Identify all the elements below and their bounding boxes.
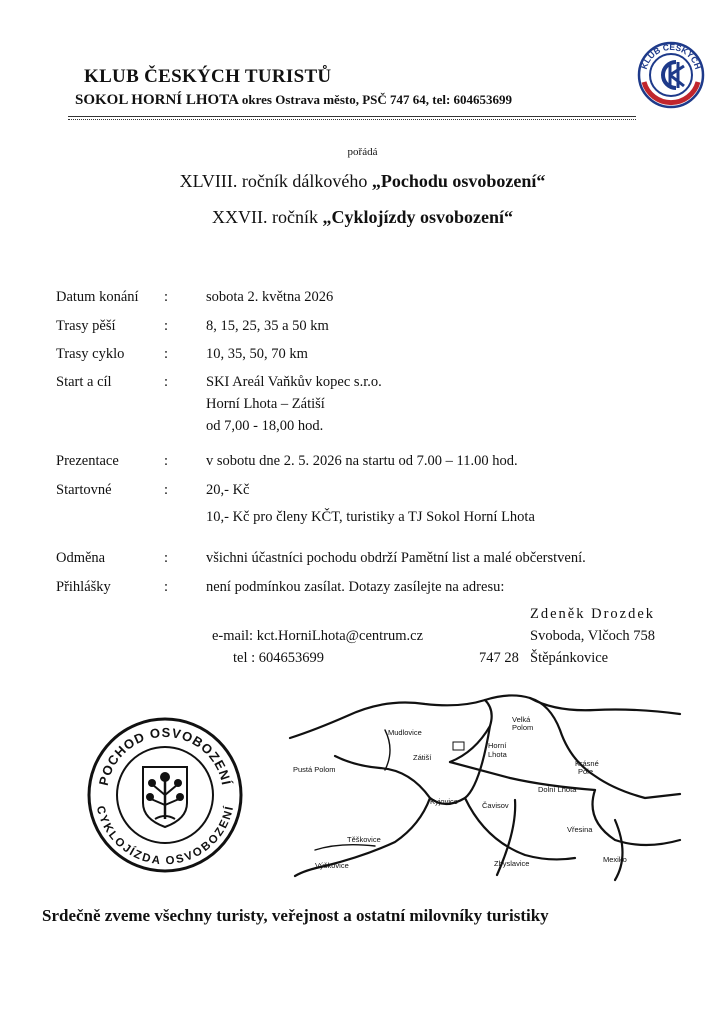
map-road — [593, 790, 681, 845]
event-line-1 — [0, 171, 725, 192]
colon: : — [163, 550, 169, 566]
map-place-pusta-polom: Pustá Polom — [293, 765, 336, 774]
pesi-label: Trasy pěší — [56, 318, 116, 334]
map-place-horni-lhota: Horní — [488, 741, 507, 750]
contact-city: Štěpánkovice — [530, 650, 609, 666]
colon: : — [163, 579, 169, 595]
start-label: Start a cíl — [56, 374, 112, 390]
datum-value: sobota 2. května 2026 — [206, 289, 334, 305]
header-rule — [68, 116, 636, 117]
map-road — [530, 698, 680, 714]
colon: : — [163, 289, 169, 305]
datum-label: Datum konání — [56, 289, 139, 305]
map-place-horni-lhota-2: Lhota — [488, 750, 507, 759]
prihlasky-value: není podmínkou zasílat. Dotazy zasílejte na adresu: — [206, 579, 505, 595]
kct-logo-icon — [636, 40, 706, 110]
colon: : — [163, 482, 169, 498]
cyklo-label: Trasy cyklo — [56, 346, 125, 362]
start-line-2: Horní Lhota – Zátiší — [206, 396, 325, 412]
cyklo-value: 10, 35, 50, 70 km — [206, 346, 308, 362]
event-line-2-prefix: XXVII. ročník — [212, 207, 323, 227]
logo-text: KLUB ČESKÝCH — [638, 41, 704, 71]
contact-email: e-mail: kct.HorniLhota@centrum.cz — [212, 628, 424, 644]
map-road — [615, 820, 623, 880]
prezentace-label: Prezentace — [56, 453, 119, 469]
colon: : — [163, 346, 169, 362]
map-place-zbyslavice: Zbyslavice — [494, 859, 530, 868]
contact-name: Zdeněk Drozdek — [530, 606, 656, 622]
org-name: SOKOL HORNÍ LHOTA — [75, 92, 239, 108]
header-rule-2 — [68, 119, 636, 120]
route-map — [285, 690, 690, 882]
event-line-2 — [0, 207, 725, 228]
porada-text: pořádá — [347, 146, 378, 158]
map-place-teskovice: Těškovice — [347, 835, 381, 844]
colon: : — [163, 318, 169, 334]
pesi-value: 8, 15, 25, 35 a 50 km — [206, 318, 329, 334]
map-place-krasne-pole-2: Pole — [578, 767, 594, 776]
stamp-bottom-text: CYKLOJÍZDA OSVOBOZENÍ — [93, 804, 237, 868]
event-stamp-icon — [85, 715, 245, 875]
map-road-minor — [315, 845, 375, 850]
map-place-cavisov: Čavisov — [482, 801, 509, 810]
start-line-3: od 7,00 - 18,00 hod. — [206, 418, 324, 434]
colon: : — [163, 374, 169, 390]
map-place-mexiko: Mexiko — [603, 855, 627, 864]
stamp-top-text: POCHOD OSVOBOZENÍ — [95, 724, 235, 787]
map-place-vyskovice: Výškovice — [315, 861, 349, 870]
startovne-label: Startovné — [56, 482, 112, 498]
map-place-velka-polom-2: Polom — [512, 723, 534, 732]
contact-tel: tel : 604653699 — [233, 650, 325, 666]
map-place-vresina: Vřesina — [567, 825, 593, 834]
map-road — [335, 726, 490, 804]
org-details: okres Ostrava město, PSČ 747 64, tel: 604653699 — [241, 92, 513, 107]
map-place-mudlovice: Mudlovice — [388, 728, 422, 737]
colon: : — [163, 453, 169, 469]
map-place-dolni-lhota: Dolní Lhota — [538, 785, 577, 794]
start-line-1: SKI Areál Vaňkův kopec s.r.o. — [206, 374, 382, 390]
org-line — [75, 92, 512, 109]
odmena-label: Odměna — [56, 550, 106, 566]
event-line-1-name: „Pochodu osvobození“ — [371, 171, 546, 191]
event-line-2-name: „Cyklojízdy osvobození“ — [322, 207, 513, 227]
map-place-kyjovice: Kyjovice — [430, 797, 458, 806]
footer-invitation: Srdečně zveme všechny turisty, veřejnost a ostatní milovníky turistiky — [42, 906, 549, 925]
contact-psc: 747 28 — [479, 650, 519, 666]
start-marker-icon — [453, 742, 464, 750]
map-place-krasne-pole: Krásné — [575, 759, 599, 768]
contact-street: Svoboda, Vlčoch 758 — [530, 628, 655, 644]
startovne-line-2: 10,- Kč pro členy KČT, turistiky a TJ Sokol Horní Lhota — [206, 509, 535, 525]
odmena-value: všichni účastníci pochodu obdrží Pamětní list a malé občerstvení. — [206, 550, 586, 566]
prezentace-value: v sobotu dne 2. 5. 2026 na startu od 7.00 – 11.00 hod. — [206, 453, 518, 469]
event-line-1-prefix: XLVIII. ročník dálkového — [179, 171, 372, 191]
map-place-velka-polom: Velká — [512, 715, 531, 724]
startovne-line-1: 20,- Kč — [206, 482, 250, 498]
club-title: KLUB ČESKÝCH TURISTŮ — [84, 66, 332, 87]
prihlasky-label: Přihlášky — [56, 579, 111, 595]
map-place-zatisi: Zátiší — [413, 753, 432, 762]
